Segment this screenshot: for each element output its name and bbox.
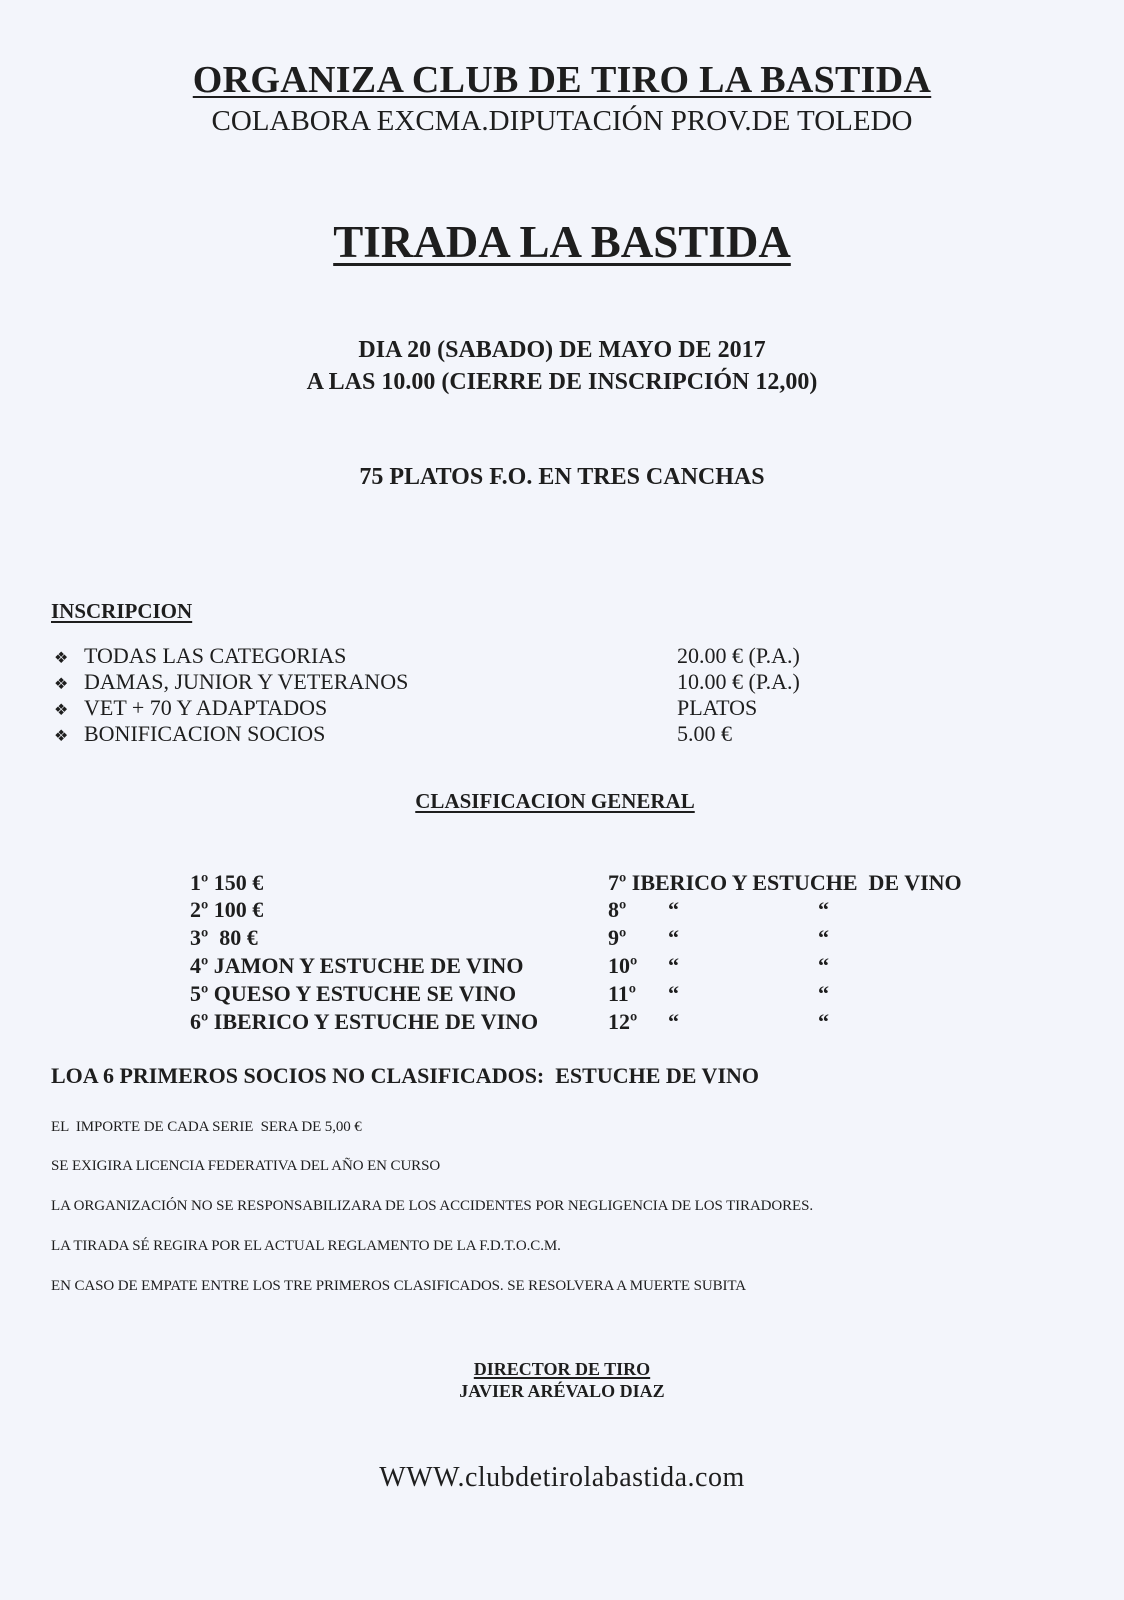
inscripcion-label: BONIFICACION SOCIOS [84, 721, 326, 746]
prize-place: 3º [190, 925, 209, 950]
ditto-mark: “ [818, 981, 829, 1006]
page-title: TIRADA LA BASTIDA [333, 217, 791, 267]
event-format: 75 PLATOS F.O. EN TRES CANCHAS [359, 464, 765, 490]
prize-place: 10º [608, 953, 638, 978]
ditto-mark: “ [668, 1009, 679, 1034]
prize-place: 5º [190, 981, 209, 1006]
ditto-mark: “ [818, 925, 829, 950]
ditto-mark: “ [668, 953, 679, 978]
ditto-mark: “ [668, 897, 679, 922]
event-date: DIA 20 (SABADO) DE MAYO DE 2017 [358, 337, 766, 363]
inscripcion-item [54, 669, 408, 696]
organizer-title: ORGANIZA CLUB DE TIRO LA BASTIDA [192, 59, 932, 101]
inscripcion-price: 10.00 € (P.A.) [677, 669, 800, 694]
socios-prize-line: LOA 6 PRIMEROS SOCIOS NO CLASIFICADOS: ESTUCHE DE VINO [51, 1063, 760, 1088]
prize-row [608, 953, 858, 981]
prize-row [190, 1009, 538, 1035]
prize-row [190, 897, 263, 923]
prize-row [190, 870, 263, 896]
inscripcion-price: PLATOS [677, 695, 758, 720]
prize-place: 12º [608, 1009, 638, 1034]
inscripcion-heading: INSCRIPCION [51, 599, 193, 623]
inscripcion-item [54, 695, 327, 722]
ditto-mark: “ [818, 897, 829, 922]
prize-row [608, 1009, 858, 1037]
ditto-mark: “ [818, 953, 829, 978]
ditto-mark: “ [818, 1009, 829, 1034]
prize-value: 100 € [213, 897, 264, 922]
inscripcion-price: 5.00 € [677, 721, 732, 746]
prize-row [608, 870, 962, 896]
diamond-bullet-icon: ❖ [54, 702, 69, 719]
note-line: EN CASO DE EMPATE ENTRE LOS TRE PRIMEROS CLASIFICADOS. SE RESOLVERA A MUERTE SUBITA [51, 1278, 746, 1294]
prize-place: 9º [608, 925, 627, 950]
clasificacion-heading: CLASIFICACION GENERAL [415, 789, 695, 813]
prize-value: QUESO Y ESTUCHE SE VINO [213, 981, 517, 1006]
note-line: LA ORGANIZACIÓN NO SE RESPONSABILIZARA DE LOS ACCIDENTES POR NEGLIGENCIA DE LOS TIRADORES. [51, 1198, 813, 1214]
website-url: WWW.clubdetirolabastida.com [379, 1462, 745, 1493]
diamond-bullet-icon: ❖ [54, 728, 69, 745]
prize-value: 150 € [213, 870, 264, 895]
note-line: LA TIRADA SÉ REGIRA POR EL ACTUAL REGLAMENTO DE LA F.D.T.O.C.M. [51, 1238, 561, 1254]
prize-place: 4º [190, 953, 209, 978]
ditto-mark: “ [668, 981, 679, 1006]
diamond-bullet-icon: ❖ [54, 650, 69, 667]
prize-row [190, 981, 516, 1007]
director-title: DIRECTOR DE TIRO [473, 1359, 651, 1379]
prize-place: 11º [608, 981, 637, 1006]
note-line: EL IMPORTE DE CADA SERIE SERA DE 5,00 € [51, 1119, 362, 1135]
inscripcion-label: DAMAS, JUNIOR Y VETERANOS [84, 669, 409, 694]
inscripcion-label: VET + 70 Y ADAPTADOS [84, 695, 328, 720]
prize-place: 1º [190, 870, 209, 895]
diamond-bullet-icon: ❖ [54, 676, 69, 693]
prize-place: 6º [190, 1009, 209, 1034]
prize-row [190, 953, 523, 979]
note-line: SE EXIGIRA LICENCIA FEDERATIVA DEL AÑO EN CURSO [51, 1158, 441, 1174]
director-name: JAVIER ARÉVALO DIAZ [459, 1381, 665, 1401]
prize-place: 8º [608, 897, 627, 922]
ditto-mark: “ [668, 925, 679, 950]
inscripcion-item [54, 643, 346, 670]
inscripcion-price: 20.00 € (P.A.) [677, 643, 800, 668]
inscripcion-item [54, 721, 325, 748]
prize-value: 80 € [213, 925, 258, 950]
prize-value: IBERICO Y ESTUCHE DE VINO [631, 870, 962, 895]
prize-value: JAMON Y ESTUCHE DE VINO [213, 953, 524, 978]
collaborator-line: COLABORA EXCMA.DIPUTACIÓN PROV.DE TOLEDO [211, 105, 913, 137]
event-time: A LAS 10.00 (CIERRE DE INSCRIPCIÓN 12,00) [306, 369, 818, 395]
prize-row [190, 925, 258, 951]
inscripcion-label: TODAS LAS CATEGORIAS [84, 643, 347, 668]
prize-place: 7º [608, 870, 627, 895]
prize-row [608, 897, 858, 925]
prize-value: IBERICO Y ESTUCHE DE VINO [213, 1009, 539, 1034]
prize-place: 2º [190, 897, 209, 922]
prize-row [608, 925, 858, 953]
prize-row [608, 981, 858, 1009]
